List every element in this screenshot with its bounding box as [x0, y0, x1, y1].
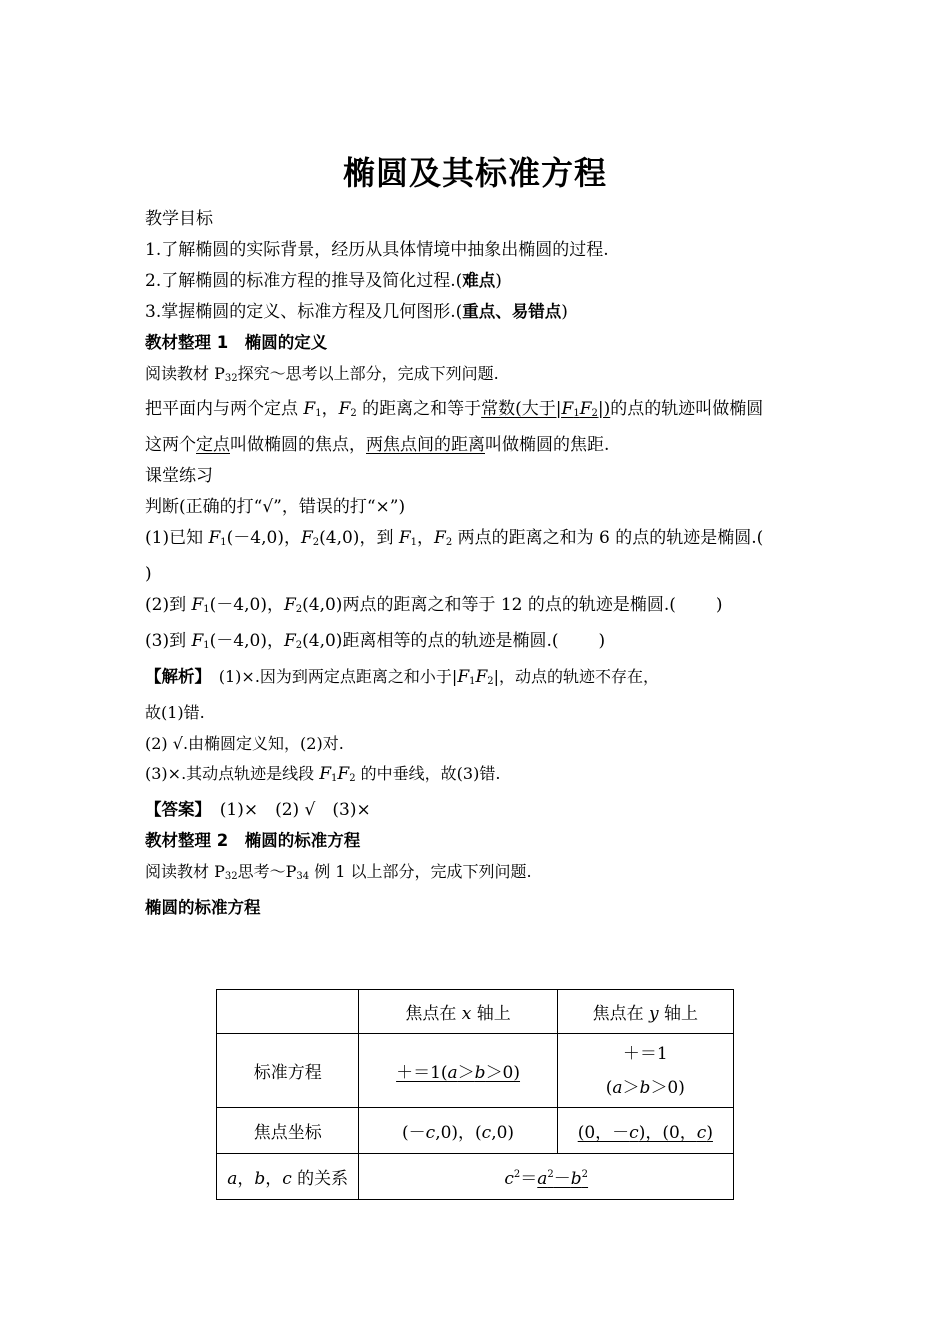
answer-label: 【答案】 — [145, 800, 203, 820]
equation-foci-x: ＋＝1(a＞b＞0) — [359, 1034, 557, 1108]
focus-coords-y: (0，－c)，(0，c) — [557, 1108, 733, 1154]
analysis-2: (2) √.由椭圆定义知，(2)对. — [145, 733, 344, 753]
objective-3: 3.掌握椭圆的定义、标准方程及几何图形.(重点、易错点) — [145, 301, 568, 322]
row-label-abc-relation: a，b，c 的关系 — [217, 1154, 359, 1200]
section2-subheading: 椭圆的标准方程 — [145, 898, 261, 918]
answer: 【答案】 (1)× (2) √ (3)× — [145, 800, 371, 821]
equation-foci-y: ＋＝1 (a＞b＞0) — [557, 1034, 733, 1108]
objective-1: 1.了解椭圆的实际背景，经历从具体情境中抽象出椭圆的过程. — [145, 239, 609, 260]
abc-relation-formula: $c^2=a^2-b^2$ — [359, 1154, 734, 1200]
question-1-end: ) — [145, 563, 152, 584]
section1-reading: 阅读教材 $P_{32}$探究～思考以上部分，完成下列问题. — [145, 363, 499, 384]
row-label-standard-equation: 标准方程 — [217, 1034, 359, 1108]
table-corner-cell — [217, 990, 359, 1034]
analysis-3: (3)×.其动点轨迹是线段 $F_1F_2$ 的中垂线，故(3)错. — [145, 764, 501, 785]
table-row — [217, 1034, 734, 1108]
question-1: (1)已知 $F_1(-4,0)$，$F_2(4,0)$，到 $F_1$，$F_2$ 两点的距离之和为 6 的点的轨迹是椭圆.( — [145, 528, 764, 549]
section2-reading: 阅读教材 $P_{32}$思考$\sim P_{34}$ 例 1 以上部分，完成下列问题. — [145, 862, 532, 883]
table-header-row — [217, 990, 734, 1034]
header-foci-y: 焦点在 y 轴上 — [557, 990, 733, 1034]
question-3: (3)到 $F_1(-4,0)$，$F_2(4,0)$距离相等的点的轨迹是椭圆.( ) — [145, 630, 606, 651]
page-title: 椭圆及其标准方程 — [342, 154, 607, 192]
analysis-1: 【解析】 (1)×.因为到两定点距离之和小于$|F_1F_2|$，动点的轨迹不存在， — [145, 666, 660, 687]
section2-heading: 教材整理 2 椭圆的标准方程 — [145, 831, 361, 851]
definition-blank-focal-distance: 两焦点间的距离 — [366, 435, 485, 456]
definition-blank-foci: 定点 — [196, 435, 230, 456]
standard-equation-table — [216, 989, 734, 1200]
question-2: (2)到 $F_1(-4,0)$，$F_2(4,0)$两点的距离之和等于 12 的点的轨迹是椭圆.( ) — [145, 594, 723, 615]
section1-heading: 教材整理 1 椭圆的定义 — [145, 332, 328, 352]
practice-instruction: 判断(正确的打“√”，错误的打“×”) — [145, 497, 406, 518]
practice-heading: 课堂练习 — [145, 466, 213, 487]
header-foci-x: 焦点在 x 轴上 — [359, 990, 557, 1034]
ellipse-definition: 把平面内与两个定点 $F_1$，$F_2$ 的距离之和等于常数(大于$|F_1F_2|$)的点的轨迹叫做椭圆 — [145, 399, 764, 420]
focus-coords-x: (－c,0)，(c,0) — [359, 1108, 557, 1154]
objective-2: 2.了解椭圆的标准方程的推导及简化过程.(难点) — [145, 270, 502, 291]
objectives-heading: 教学目标 — [145, 209, 213, 229]
analysis-1-cont: 故(1)错. — [145, 702, 205, 722]
ellipse-definition-cont: 这两个定点叫做椭圆的焦点，两焦点间的距离叫做椭圆的焦距. — [145, 435, 610, 456]
analysis-label: 【解析】 — [145, 666, 203, 686]
definition-blank-constant: 常数(大于$|F_1F_2|$) — [481, 399, 611, 420]
table-row — [217, 1108, 734, 1154]
document-body — [145, 204, 815, 924]
row-label-focus-coords: 焦点坐标 — [217, 1108, 359, 1154]
table-row — [217, 1154, 734, 1200]
